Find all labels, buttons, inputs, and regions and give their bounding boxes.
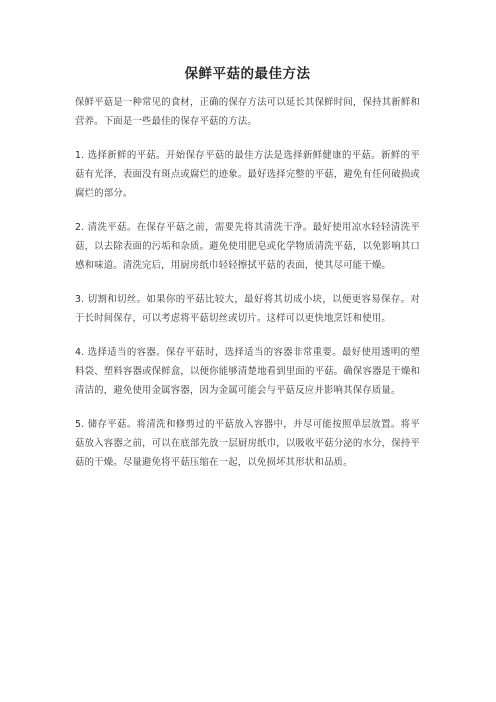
paragraph-step-4: 4. 选择适当的容器。保存平菇时，选择适当的容器非常重要。最好使用透明的塑料袋、塑料容器或保鲜盒，以便你能够清楚地看到里面的平菇。确保容器是干燥和清洁的，避免使用金属容器，因为金属可能会与平菇反应并影响其保存质量。 [75,347,420,396]
paragraph-step-3: 3. 切割和切丝。如果你的平菇比较大，最好将其切成小块，以便更容易保存。对于长时间保存，可以考虑将平菇切丝或切片。这样可以更快地烹饪和使用。 [75,294,420,324]
paragraph-intro: 保鲜平菇是一种常见的食材，正确的保存方法可以延长其保鲜时间，保持其新鲜和营养。下面是一些最佳的保存平菇的方法。 [75,97,420,127]
paragraph-step-1: 1. 选择新鲜的平菇。开始保存平菇的最佳方法是选择新鲜健康的平菇。新鲜的平菇有光泽，表面没有斑点或腐烂的迹象。最好选择完整的平菇，避免有任何破损或腐烂的部分。 [75,150,420,199]
paragraph-step-5: 5. 储存平菇。将清洗和修剪过的平菇放入容器中，并尽可能按照单层放置。将平菇放入容器之前，可以在底部先放一层厨房纸巾，以吸收平菇分泌的水分，保持平菇的干燥。尽量避免将平菇压缩在一起，以免损坏其形状和品质。 [75,419,420,468]
document-title: 保鲜平菇的最佳方法 [184,66,311,82]
paragraph-step-2: 2. 清洗平菇。在保存平菇之前，需要先将其清洗干净。最好使用凉水轻轻清洗平菇，以去除表面的污垢和杂质。避免使用肥皂或化学物质清洗平菇，以免影响其口感和味道。清洗完后，用厨房纸巾轻轻擦拭平菇的表面，使其尽可能干燥。 [75,222,420,271]
